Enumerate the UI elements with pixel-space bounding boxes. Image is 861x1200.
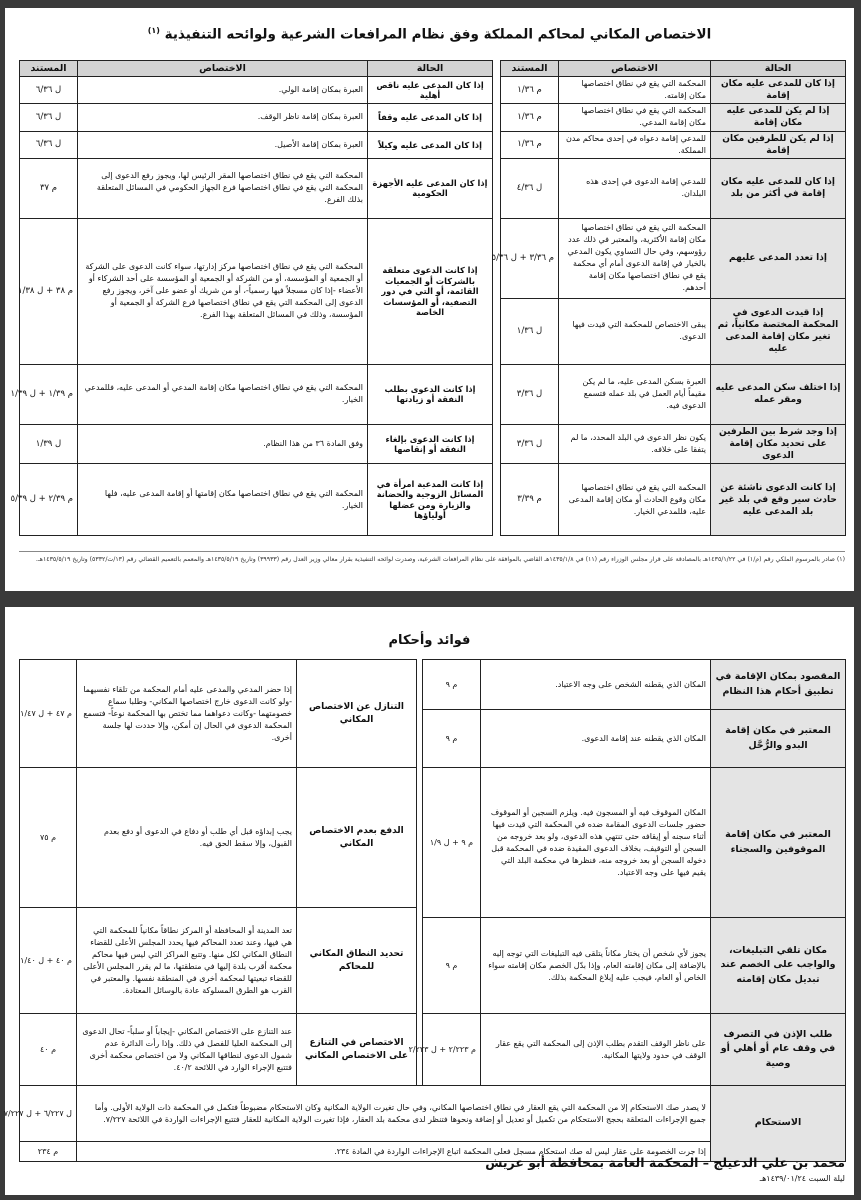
jurisdiction-cell: المحكمة التي يقع في نطاق اختصاصها مكان إقامة المدعي. [559,104,711,131]
jurisdiction-cell: المكان الذي يقطنه عند إقامة الدعوى. [481,710,711,768]
footnote: (١) صادر بالمرسوم الملكي رقم (م/١) في ١٤٣٥/١/٢٢هـ بالمصادقة على قرار مجلس الوزراء رقم (١١) في ١٤٣٥/١/٨هـ القاضي بالموافقة على نظام المرافعات الشرعية، وصدرت لوائحه التنفيذية بقرار معالي وزير العدل رقم (٣٩٩٣٣) وتاريخ ١٤٣٥/٥/١٩هـ والمعمم بالتعميم القضائي رقم (١٣/ت/٥٣٣٢) وتاريخ ١٤٣٥/٥/١٩هـ. [35,556,845,563]
reference-cell: م ٣٧ [20,158,78,218]
case-cell: إذا كان للمدعى عليه مكان إقامة في أكثر من بلد [711,158,846,218]
case-cell: طلب الإذن في التصرف في وقف عام أو أهلي أو وصية [711,1014,846,1086]
case-cell: المقصود بمكان الإقامة في تطبيق أحكام هذا النظام [711,660,846,710]
case-cell: إذا اختلف سكن المدعى عليه ومقر عمله [711,364,846,424]
jurisdiction-cell: يجب إبداؤه قبل أي طلب أو دفاع في الدعوى أو دفع بعدم القبول، وإلا سقط الحق فيه. [77,768,297,908]
column-header-case: الحالة [711,61,846,77]
reference-cell: ل ٦/٢٢٧ + ل ٧/٢٢٧ [20,1086,77,1142]
case-cell: إذا كان للمدعى عليه مكان إقامة [711,77,846,104]
case-cell: إذا تعدد المدعى عليهم [711,218,846,298]
reference-cell: م ١/٣٦ [501,104,559,131]
case-cell: إذا كانت الدعوى بإلغاء النفقة أو إنقاصها [368,424,493,463]
column-header-jurisdiction: الاختصاص [559,61,711,77]
jurisdiction-cell: المكان الموقوف فيه أو المسجون فيه. ويلزم السجين أو الموقوف حضور جلسات الدعوى المقامة ضده في المحكمة التي قيدت فيها أثناء سجنه أو إيقافه حتى تنتهي هذه الدعوى، ولو بعد خروجه من السجن أو التوقيف، بخلاف الدعوى المقيدة ضده في المحكمة قبل دخوله السجن أو بعد خروجه منه، فنظرها في محكمة البلد التي يقيم فيها على وجه الاعتياد. [481,768,711,918]
jurisdiction-cell: عند التنازع على الاختصاص المكاني -إيجاباً أو سلباً- تحال الدعوى إلى المحكمة العليا للفصل في ذلك. وإذا رأت الدائرة عدم شمول الدعوى لنطاقها المكاني ولا من اختصاص محكمة أخرى فتتبع الإجراء الوارد في اللائحة ٤٠/٢. [77,1014,297,1086]
table-row [20,77,846,104]
reference-cell: م ٩ + ل ١/٩ [423,768,481,918]
jurisdiction-cell: يكون نظر الدعوى في البلد المحدد، ما لم يتفقا على خلافه. [559,424,711,463]
case-cell: إذا كان المدعى عليه الأجهزة الحكومية [368,158,493,218]
reference-cell: م ١/٣٦ [501,77,559,104]
page-title: الاختصاص المكاني لمحاكم المملكة وفق نظام المرافعات الشرعية ولوائحه التنفيذية $^{(١)}$ [147,26,712,43]
jurisdiction-cell: إذا حضر المدعي والمدعى عليه أمام المحكمة من تلقاء نفسيهما -ولو كانت الدعوى خارج اختصاصها المكاني- وطلبا سماع خصومتهما -وكانت دعواهما مما تختص بها المحكمة نوعاً- فتسمع المحكمة الدعوى في الحال إن أمكن، وإلا حددت لها جلسة أخرى. [77,660,297,768]
table-row [20,660,846,710]
document-page-2 [5,607,854,1195]
jurisdiction-cell: المحكمة التي يقع في نطاق اختصاصها مركز إدارتها، سواء كانت الدعوى على الشركة أو الجمعية أو المؤسسة، أو من الشركة أو الجمعية أو المؤسسة على أحد الشركاء أو الأعضاء -إذا كان مسجلاً فيها رسمياً-، أو من شريك أو عضو على آخر، ويجوز رفع الدعوى إلى المحكمة التي يقع في نطاق اختصاصها فرع الشركة أو الجمعية أو المؤسسة، وذلك في المسائل المتعلقة بهذا الفرع. [78,218,368,364]
reference-cell: ل ٣/٣٦ [501,424,559,463]
page-title: فوائد وأحكام [388,633,471,648]
jurisdiction-cell: يجوز لأي شخص أن يختار مكاناً يتلقى فيه التبليغات التي توجه إليه بالإضافة إلى مكان إقامته العام، وإذا بدّل الخصم مكان إقامته سواء الخاص أو العام، فيجب عليه إبلاغ المحكمة بذلك. [481,918,711,1014]
table-row [20,364,846,424]
jurisdiction-cell: للمدعي إقامة دعواه في إحدى محاكم مدن المملكة. [559,131,711,158]
reference-cell: ل ٣/٣٦ [501,364,559,424]
jurisdiction-cell: العبرة بمكان إقامة الأصيل. [78,131,368,158]
table-row [20,218,846,298]
reference-cell: ل ١/٣٩ [20,424,78,463]
case-cell: إذا وجد شرط بين الطرفين على تحديد مكان إقامة الدعوى [711,424,846,463]
table-row [20,464,846,536]
table-row [20,1014,846,1086]
reference-cell: م ٣٨ + ل ١/٣٨ [20,218,78,364]
case-cell: تحديد النطاق المكاني للمحاكم [297,908,417,1014]
jurisdiction-cell: المحكمة التي يقع في نطاق اختصاصها المقر الرئيس لها، ويجوز رفع الدعوى إلى المحكمة التي يقع في نطاق اختصاصها فرع الجهاز الحكومي في المسائل المتعلقة بذلك الفرع. [78,158,368,218]
reference-cell: ل ٦/٣٦ [20,104,78,131]
reference-cell: م ١/٣٦ [501,131,559,158]
jurisdiction-cell: المحكمة التي يقع في نطاق اختصاصها مكان إقامة المدعي أو المدعى عليه، فللمدعي الخيار. [78,364,368,424]
column-header-jurisdiction: الاختصاص [78,61,368,77]
reference-cell: م ٤٠ [20,1014,77,1086]
reference-cell: م ٩ [423,660,481,710]
reference-cell: م ٧٥ [20,768,77,908]
jurisdiction-cell: العبرة بمكان إقامة الولي. [78,77,368,104]
signature-date: ليلة السبت ١٤٣٩/٠١/٢٤هـ [759,1174,845,1183]
case-cell: إذا لم يكن للطرفين مكان إقامة [711,131,846,158]
reference-cell: م ٣/٣٦ + ل ٥/٣٦ [501,218,559,298]
column-header-reference: المستند [20,61,78,77]
jurisdiction-cell: المحكمة التي يقع في نطاق اختصاصها مكان وقوع الحادث أو مكان إقامة المدعى عليه، فللمدعي الخيار. [559,464,711,536]
footnote-divider [19,551,845,552]
jurisdiction-cell: لا يصدر صك الاستحكام إلا من المحكمة التي يقع العقار في نطاق اختصاصها المكاني، وفي حال تغيرت الولاية المكانية وكان الاستحكام مضبوطاً فتكمل في المحكمة ذات الولاية الأولى. وأما جميع الإجراءات المتعلقة بحجج الاستحكام من تكميل أو تعديل أو إضافة ونحوها فتنظر لدى محكمة بلد العقار، فإذا تغيرت الولاية المكانية للعقار فتتبع الإجراءات الواردة في اللائحة ٧/٢٢٧. [77,1086,711,1142]
case-cell: إذا كانت الدعوى متعلقة بالشركات أو الجمعيات القائمة، أو التي في دور التصفية، أو المؤسسات الخاصة [368,218,493,364]
reference-cell: م ٣/٣٩ [501,464,559,536]
case-cell: إذا كانت الدعوى بطلب النفقة أو زيادتها [368,364,493,424]
table-row [20,131,846,158]
istihkam-row [20,1086,846,1142]
reference-cell: م ٤٠ + ل ١/٤٠ [20,908,77,1014]
jurisdiction-cell: المحكمة التي يقع في نطاق اختصاصها مكان إقامة الأكثرية، والمعتبر في ذلك عدد رؤوسهم، وفي حال التساوي يكون المدعي بالخيار في إقامة الدعوى أمام أي محكمة يقع في نطاق اختصاصها مكان إقامة أحدهم. [559,218,711,298]
jurisdiction-cell: تعد المدينة أو المحافظة أو المركز نطاقاً مكانياً للمحكمة التي هي فيها، وعند تعدد المحاكم فيها يحدد المجلس الأعلى للقضاء النطاق المكاني لكل منها. وتتبع المراكز التي ليس فيها محاكم محكمة أقرب بلدة إليها في منطقتها، ما لم يقرر المجلس الأعلى للقضاء تبعيتها لمحكمة أخرى في المنطقة نفسها. والمعتبر في القرب هو الطرق المسلوكة عادة بالوسائل المعتادة. [77,908,297,1014]
table-row [20,768,846,908]
reference-cell: ل ٦/٣٦ [20,131,78,158]
document-page-1 [5,8,854,591]
reference-cell: ل ١/٣٦ [501,298,559,364]
reference-cell: م ٤٧ + ل ١/٤٧ [20,660,77,768]
jurisdiction-cell: وفق المادة ٣٦ من هذا النظام. [78,424,368,463]
jurisdiction-cell: العبرة بسكن المدعى عليه، ما لم يكن مقيماً أيام العمل في بلد عمله فتسمع الدعوى فيه. [559,364,711,424]
reference-cell: م ١/٣٩ + ل ١/٣٩ [20,364,78,424]
case-cell: المعتبر في مكان إقامة البدو والرُّحَّل [711,710,846,768]
jurisdiction-cell: إذا جرت الخصومة على عقار ليس له صك استحكام مسجل فعلى المحكمة اتباع الإجراءات الواردة في المادة ٢٣٤. [77,1142,711,1162]
table-row [20,158,846,218]
jurisdiction-cell: المكان الذي يقطنه الشخص على وجه الاعتياد. [481,660,711,710]
case-cell: إذا كانت الدعوى ناشئة عن حادث سير وقع في بلد غير بلد المدعى عليه [711,464,846,536]
jurisdiction-cell: العبرة بمكان إقامة ناظر الوقف. [78,104,368,131]
jurisdiction-cell: للمدعي إقامة الدعوى في إحدى هذه البلدان. [559,158,711,218]
reference-cell: ل ٤/٣٦ [501,158,559,218]
case-cell: الاختصاص في التنازع على الاختصاص المكاني [297,1014,417,1086]
case-cell: الاستحكام [711,1086,846,1162]
jurisdiction-table [10,60,846,536]
signature-name: محمد بن علي الدعيلج – المحكمة العامة بمحافظة أبو عريش [485,1155,845,1170]
reference-cell: ل ٦/٣٦ [20,77,78,104]
column-header-reference: المستند [501,61,559,77]
case-cell: إذا كان المدعى عليه وقفاً [368,104,493,131]
reference-cell: م ٩ [423,710,481,768]
case-cell: التنازل عن الاختصاص المكاني [297,660,417,768]
column-gap [493,61,501,536]
benefits-table [3,659,846,1162]
title-footnote-mark: (١) [147,26,160,35]
jurisdiction-cell: على ناظر الوقف التقدم بطلب الإذن إلى المحكمة التي يقع عقار الوقف في حدود ولايتها المكانية. [481,1014,711,1086]
reference-cell: م ٢/٢٢٣ + ل ٢/٢٢٣ [423,1014,481,1086]
case-cell: إذا كانت المدعية امرأة في المسائل الزوجية والحضانة والزيارة ومن عضلها أولياؤها [368,464,493,536]
case-cell: إذا كان المدعى عليه ناقص أهلية [368,77,493,104]
jurisdiction-cell: يبقى الاختصاص للمحكمة التي قيدت فيها الدعوى. [559,298,711,364]
column-header-case: الحالة [368,61,493,77]
jurisdiction-cell: المحكمة التي يقع في نطاق اختصاصها مكان إقامته. [559,77,711,104]
case-cell: إذا قيدت الدعوى في المحكمة المختصة مكانياً، ثم تغير مكان إقامة المدعى عليه [711,298,846,364]
case-cell: إذا لم يكن للمدعى عليه مكان إقامة [711,104,846,131]
case-cell: إذا كان المدعى عليه وكيلاً [368,131,493,158]
reference-cell: م ٢٣٤ [20,1142,77,1162]
reference-cell: م ٩ [423,918,481,1014]
reference-cell: م ٢/٣٩ + ل ٥/٣٩ [20,464,78,536]
table-header-row [20,61,846,77]
case-cell: مكان تلقي التبليغات، والواجب على الخصم عند تبديل مكان إقامته [711,918,846,1014]
jurisdiction-cell: المحكمة التي يقع في نطاق اختصاصها مكان إقامتها أو إقامة المدعى عليه، فلها الخيار. [78,464,368,536]
case-cell: المعتبر في مكان إقامة الموقوفين والسجناء [711,768,846,918]
table-row [20,104,846,131]
table-row [20,424,846,463]
case-cell: الدفع بعدم الاختصاص المكاني [297,768,417,908]
